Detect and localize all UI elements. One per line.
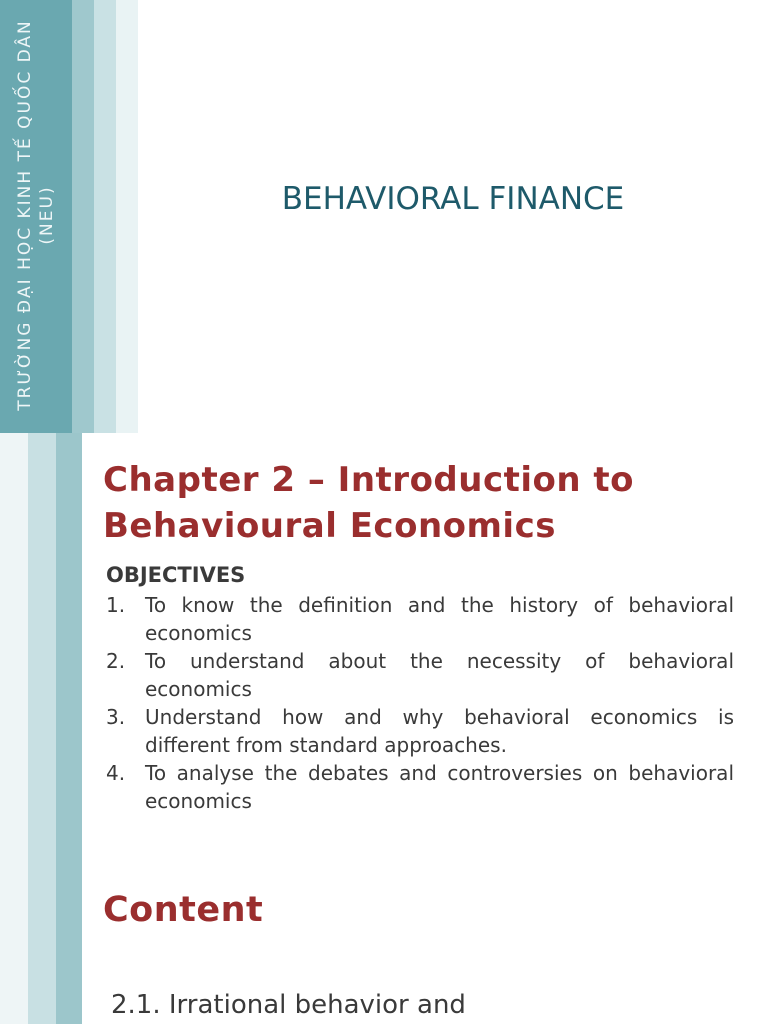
objectives-list: [106, 591, 734, 815]
list-item-number: 3.: [106, 705, 126, 729]
list-item-text: To understand about the necessity of behavioral economics: [145, 649, 734, 701]
slide-accent-band: [0, 866, 28, 1024]
slide-accent-band: [56, 433, 82, 866]
list-item: [106, 759, 734, 815]
content-item: 2.1. Irrational behavior and: [111, 990, 466, 1020]
slide-accent-band: [0, 433, 28, 866]
list-item: [106, 591, 734, 647]
slide-accent-band: [72, 0, 94, 433]
list-item: [106, 647, 734, 703]
slide-accent-band: [56, 866, 82, 1024]
content-slide: [0, 866, 768, 1024]
list-item: [106, 703, 734, 759]
list-item-number: 4.: [106, 761, 126, 785]
title-slide: [0, 0, 768, 433]
objectives-slide: [0, 433, 768, 866]
slide-accent-band: [94, 0, 116, 433]
objectives-heading: OBJECTIVES: [106, 563, 246, 587]
slide-accent-band: [116, 0, 138, 433]
list-item-text: Understand how and why behavioral economics is different from standard approaches.: [145, 705, 734, 757]
university-name: TRƯỜNG ĐẠI HỌC KINH TẾ QUỐC DÂN (NEU): [15, 19, 57, 411]
list-item-number: 2.: [106, 649, 126, 673]
content-title: Content: [103, 890, 264, 930]
slide-accent-band: [28, 866, 56, 1024]
course-title: BEHAVIORAL FINANCE: [281, 181, 625, 217]
list-item-number: 1.: [106, 593, 126, 617]
slide-accent-band: [28, 433, 56, 866]
chapter-title: Chapter 2 – Introduction to Behavioural Economics: [103, 460, 635, 546]
list-item-text: To analyse the debates and controversies on behavioral economics: [145, 761, 734, 813]
list-item-text: To know the definition and the history of behavioral economics: [145, 593, 734, 645]
